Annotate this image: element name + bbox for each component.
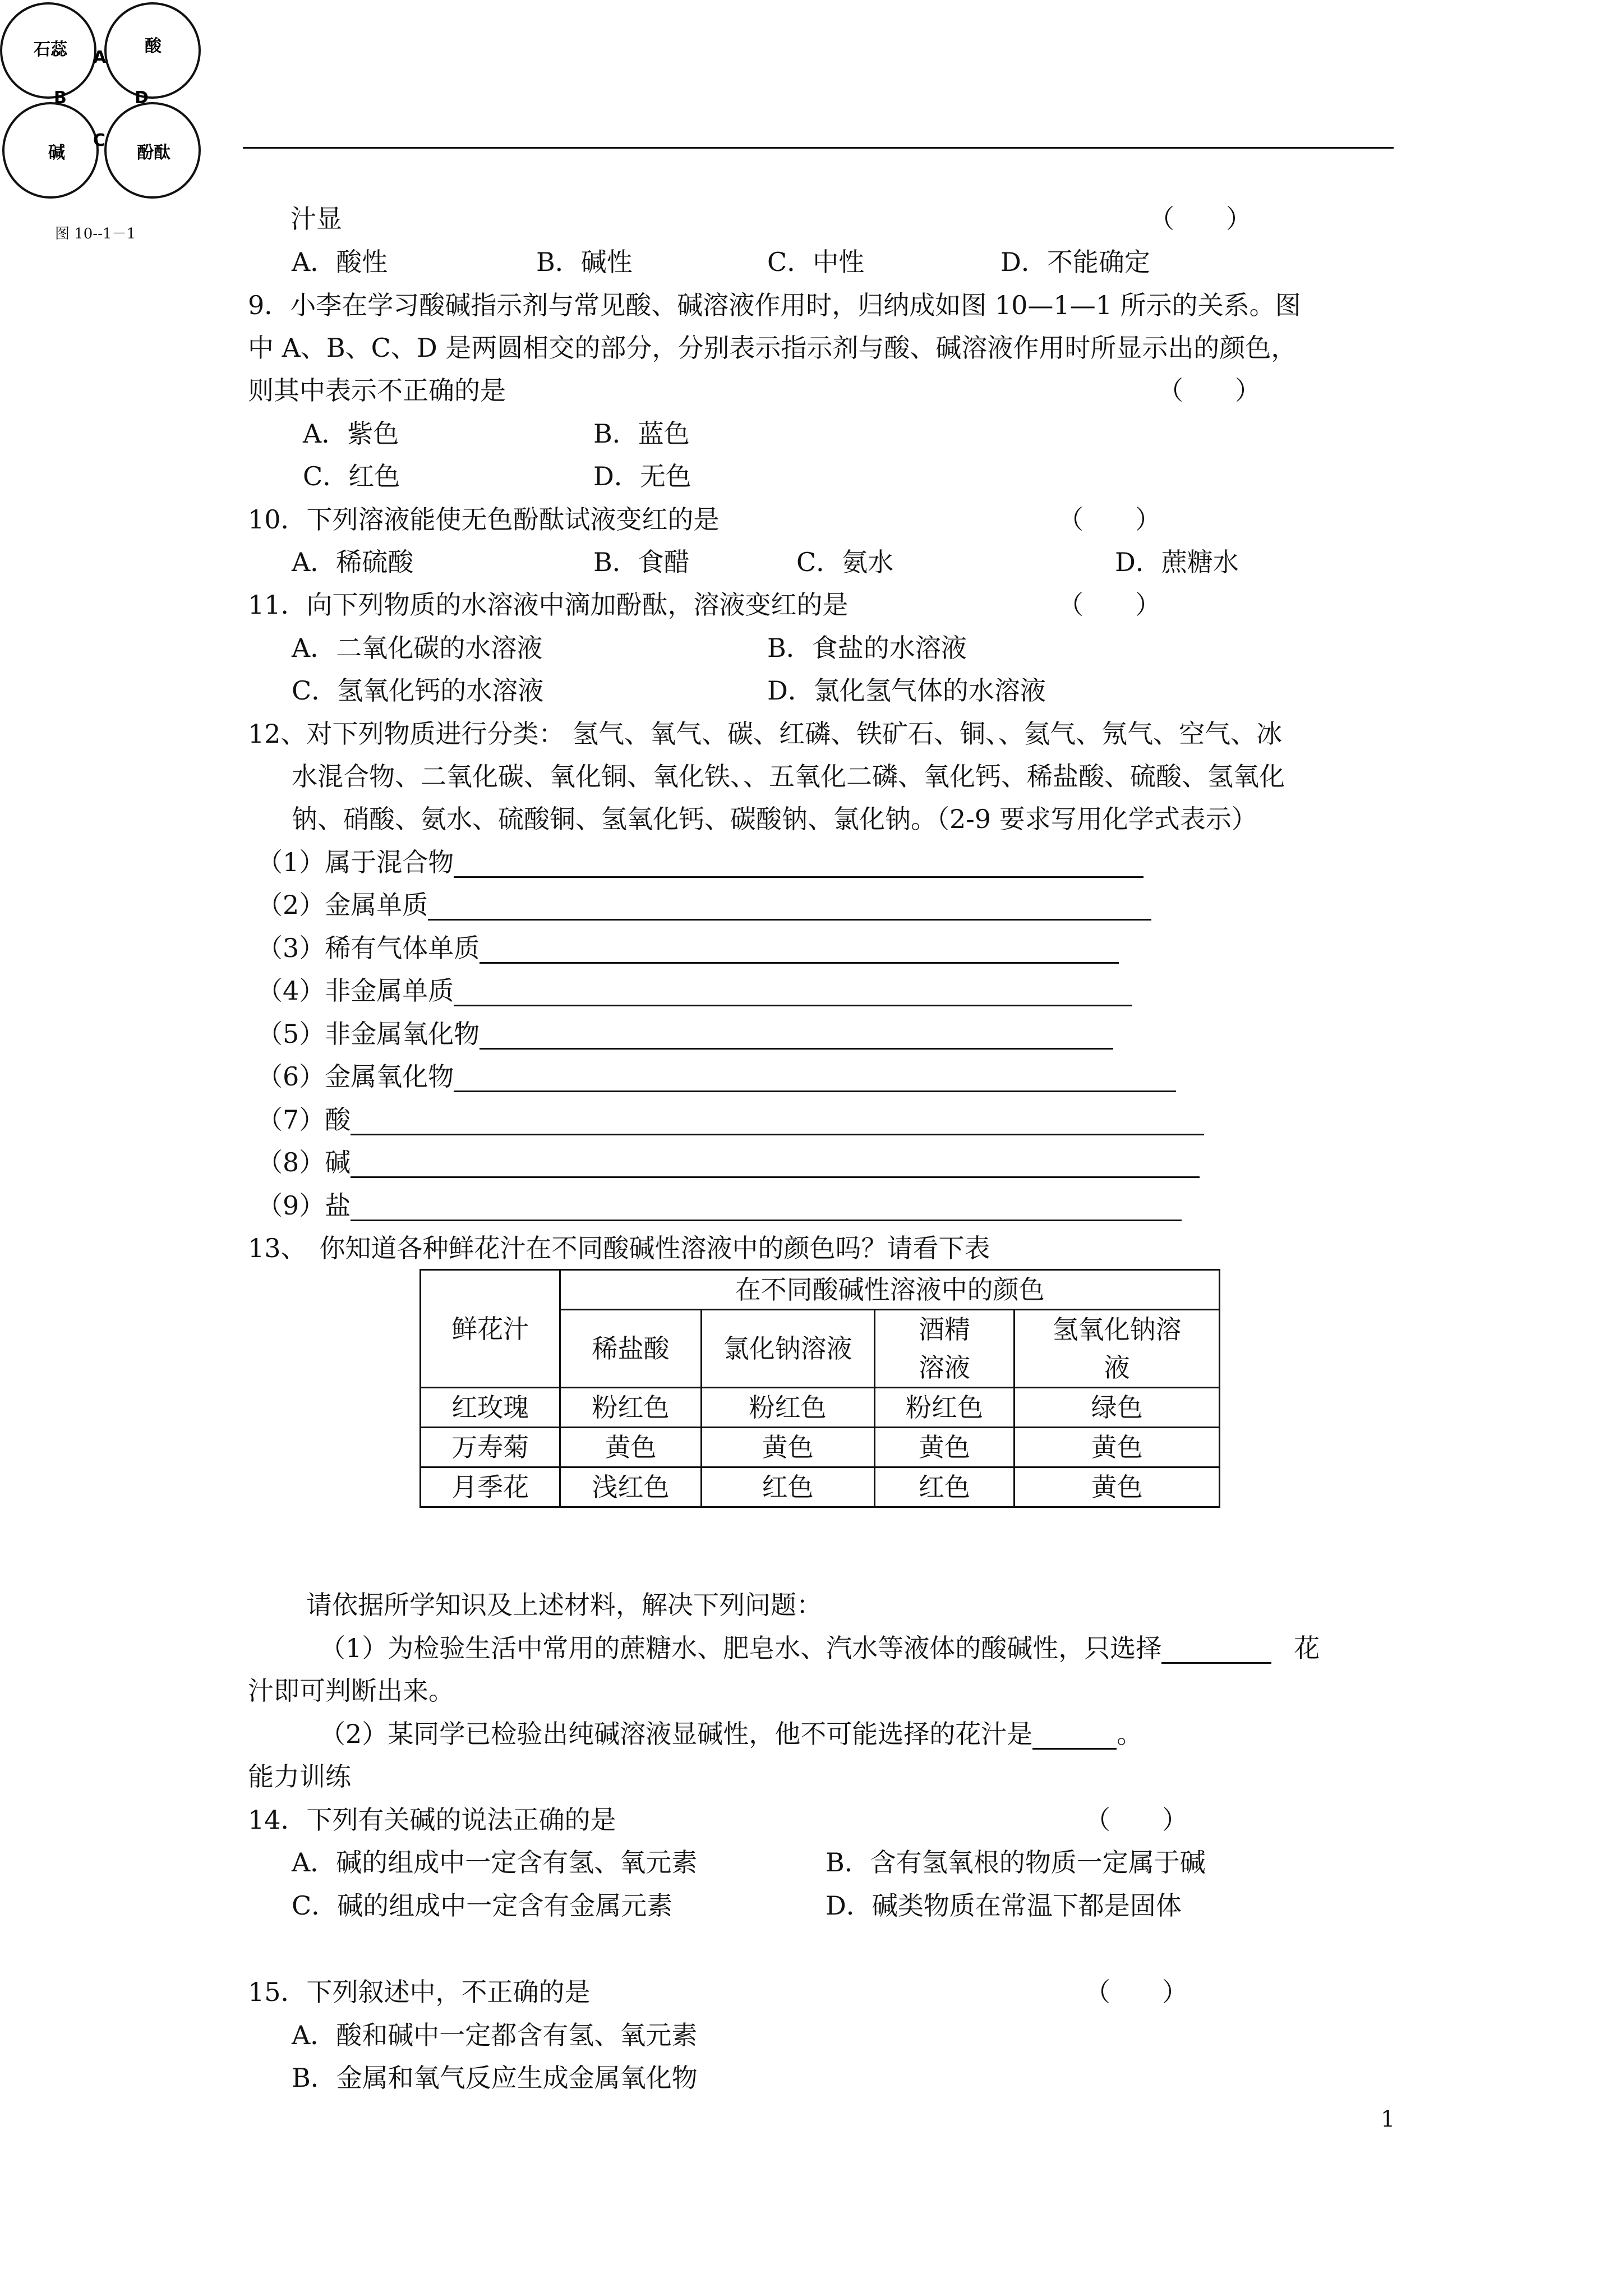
table-cell: 红色 bbox=[874, 1467, 1015, 1507]
q15-stem: 15．下列叙述中，不正确的是 bbox=[248, 1977, 591, 2007]
label-a: A bbox=[93, 48, 107, 67]
label-base: 碱 bbox=[48, 143, 65, 163]
q12-item-5: （5）非金属氧化物 bbox=[257, 1018, 1113, 1050]
answer-blank[interactable] bbox=[428, 894, 1151, 921]
table-cell: 红色 bbox=[701, 1467, 874, 1507]
q12-item-1: （1）属于混合物 bbox=[257, 846, 1144, 878]
answer-blank[interactable] bbox=[479, 937, 1119, 964]
table-group-header: 在不同酸碱性溶液中的颜色 bbox=[560, 1270, 1220, 1310]
section-title: 能力训练 bbox=[248, 1761, 351, 1792]
q12-item-6: （6）金属氧化物 bbox=[257, 1061, 1176, 1092]
q12-item-7: （7）酸 bbox=[257, 1104, 1204, 1135]
table-cell: 黄色 bbox=[1015, 1428, 1220, 1467]
q14-option-a: A．碱的组成中一定含有氢、氧元素 bbox=[292, 1847, 698, 1878]
q11-option-a: A．二氧化碳的水溶液 bbox=[292, 633, 543, 663]
q8-paren: （ ） bbox=[1149, 204, 1252, 234]
q10-paren: （ ） bbox=[1058, 504, 1161, 535]
q15-option-a: A．酸和碱中一定都含有氢、氧元素 bbox=[292, 2020, 698, 2050]
q12-line1: 12、对下列物质进行分类： 氢气、氧气、碳、红磷、铁矿石、铜、、氦气、氖气、空气、冰 bbox=[248, 719, 1283, 749]
q12-line3: 钠、硝酸、氨水、硫酸铜、氢氧化钙、碳酸钠、氯化钠。（2-9 要求写用化学式表示） bbox=[292, 804, 1257, 834]
answer-blank[interactable] bbox=[1161, 1637, 1271, 1664]
q13-sub2: （2）某同学已检验出纯碱溶液显碱性，他不可能选择的花汁是 。 bbox=[320, 1719, 1143, 1749]
table-col-header: 氯化钠溶液 bbox=[701, 1310, 874, 1388]
table-cell: 粉红色 bbox=[560, 1388, 701, 1428]
q11-option-c: C．氢氧化钙的水溶液 bbox=[292, 675, 544, 706]
table-cell: 粉红色 bbox=[701, 1388, 874, 1428]
answer-blank[interactable] bbox=[351, 1152, 1200, 1178]
q12-item-9: （9）盐 bbox=[257, 1190, 1182, 1221]
q14-option-d: D．碱类物质在常温下都是固体 bbox=[826, 1890, 1182, 1921]
q10-option-b: B．食醋 bbox=[593, 547, 690, 577]
answer-blank[interactable] bbox=[454, 852, 1144, 878]
table-cell: 绿色 bbox=[1015, 1388, 1220, 1428]
table-cell: 黄色 bbox=[701, 1428, 874, 1467]
q9-option-a: A．紫色 bbox=[303, 418, 399, 449]
q8-option-c: C．中性 bbox=[767, 247, 865, 277]
q8-option-a: A．酸性 bbox=[292, 247, 388, 277]
q13-stem: 13、 你知道各种鲜花汁在不同酸碱性溶液中的颜色吗？请看下表 bbox=[248, 1233, 990, 1263]
q12-line2: 水混合物、二氧化碳、氧化铜、氧化铁、、五氧化二磷、氧化钙、稀盐酸、硫酸、氢氧化 bbox=[292, 761, 1285, 792]
table-row bbox=[421, 1467, 1220, 1507]
figure-caption: 图 10--1－1 bbox=[55, 226, 136, 242]
q9-line1: 9．小李在学习酸碱指示剂与常见酸、碱溶液作用时，归纳成如图 10—1—1 所示的关系。图 bbox=[248, 290, 1301, 320]
q15-option-b: B．金属和氧气反应生成金属氧化物 bbox=[292, 2063, 698, 2093]
q8-option-b: B．碱性 bbox=[536, 247, 633, 277]
table-cell: 浅红色 bbox=[560, 1467, 701, 1507]
q10-option-d: D．蔗糖水 bbox=[1115, 547, 1239, 577]
label-d: D bbox=[135, 88, 149, 108]
q14-option-b: B．含有氢氧根的物质一定属于碱 bbox=[826, 1847, 1206, 1878]
q14-option-c: C．碱的组成中一定含有金属元素 bbox=[292, 1890, 673, 1921]
q10-option-c: C．氨水 bbox=[796, 547, 894, 577]
table-cell: 黄色 bbox=[1015, 1467, 1220, 1507]
answer-blank[interactable] bbox=[351, 1109, 1204, 1135]
q11-paren: （ ） bbox=[1058, 590, 1161, 620]
page-number: 1 bbox=[1381, 2106, 1395, 2132]
header-rule bbox=[243, 147, 1394, 149]
q9-option-d: D．无色 bbox=[593, 461, 691, 491]
q14-paren: （ ） bbox=[1085, 1805, 1188, 1835]
label-acid: 酸 bbox=[145, 36, 162, 56]
table-cell: 黄色 bbox=[560, 1428, 701, 1467]
label-phenolphthalein: 酚酞 bbox=[137, 143, 170, 163]
table-cell: 红玫瑰 bbox=[421, 1388, 560, 1428]
answer-blank[interactable] bbox=[454, 980, 1132, 1006]
q13-sub1: （1）为检验生活中常用的蔗糖水、肥皂水、汽水等液体的酸碱性，只选择 花 bbox=[320, 1633, 1320, 1663]
q11-stem: 11．向下列物质的水溶液中滴加酚酞，溶液变红的是 bbox=[248, 590, 849, 620]
q9-paren: （ ） bbox=[1158, 375, 1261, 406]
q10-stem: 10．下列溶液能使无色酚酞试液变红的是 bbox=[248, 504, 720, 535]
answer-blank[interactable] bbox=[351, 1195, 1182, 1221]
table-row bbox=[421, 1388, 1220, 1428]
label-c: C bbox=[93, 131, 106, 150]
table-row bbox=[421, 1428, 1220, 1467]
answer-blank[interactable] bbox=[1032, 1723, 1117, 1750]
q8-option-d: D．不能确定 bbox=[1000, 247, 1150, 277]
table-col-header: 酒精溶液 bbox=[874, 1310, 1015, 1388]
q14-stem: 14．下列有关碱的说法正确的是 bbox=[248, 1805, 616, 1835]
q8-tail: 汁显 bbox=[291, 204, 342, 234]
table-cell: 粉红色 bbox=[874, 1388, 1015, 1428]
answer-blank[interactable] bbox=[454, 1066, 1176, 1092]
table-col-header: 稀盐酸 bbox=[560, 1310, 701, 1388]
q9-option-c: C．红色 bbox=[303, 461, 400, 491]
q12-item-2: （2）金属单质 bbox=[257, 889, 1151, 921]
answer-blank[interactable] bbox=[479, 1023, 1113, 1050]
q13-sub1-cont: 汁即可判断出来。 bbox=[248, 1676, 454, 1706]
label-b: B bbox=[54, 88, 67, 108]
table-cell: 月季花 bbox=[421, 1467, 560, 1507]
q11-option-d: D．氯化氢气体的水溶液 bbox=[767, 675, 1046, 706]
q12-item-3: （3）稀有气体单质 bbox=[257, 932, 1119, 964]
q10-option-a: A．稀硫酸 bbox=[292, 547, 414, 577]
q9-line3: 则其中表示不正确的是 bbox=[248, 375, 506, 406]
venn-figure bbox=[0, 0, 213, 213]
q15-paren: （ ） bbox=[1085, 1977, 1188, 2007]
q9-line2: 中 A、B、C、D 是两圆相交的部分，分别表示指示剂与酸、碱溶液作用时所显示出的颜色， bbox=[248, 333, 1297, 363]
q12-item-8: （8）碱 bbox=[257, 1147, 1200, 1178]
q13-intro: 请依据所学知识及上述材料，解决下列问题： bbox=[306, 1590, 822, 1620]
table-col-header: 氢氧化钠溶液 bbox=[1015, 1310, 1220, 1388]
flower-juice-table bbox=[419, 1269, 1220, 1508]
table-cell: 黄色 bbox=[874, 1428, 1015, 1467]
table-cell: 万寿菊 bbox=[421, 1428, 560, 1467]
table-row-header: 鲜花汁 bbox=[421, 1270, 560, 1388]
q12-item-4: （4）非金属单质 bbox=[257, 975, 1132, 1006]
label-litmus: 石蕊 bbox=[34, 40, 67, 59]
q9-option-b: B．蓝色 bbox=[593, 418, 690, 449]
q11-option-b: B．食盐的水溶液 bbox=[767, 633, 967, 663]
